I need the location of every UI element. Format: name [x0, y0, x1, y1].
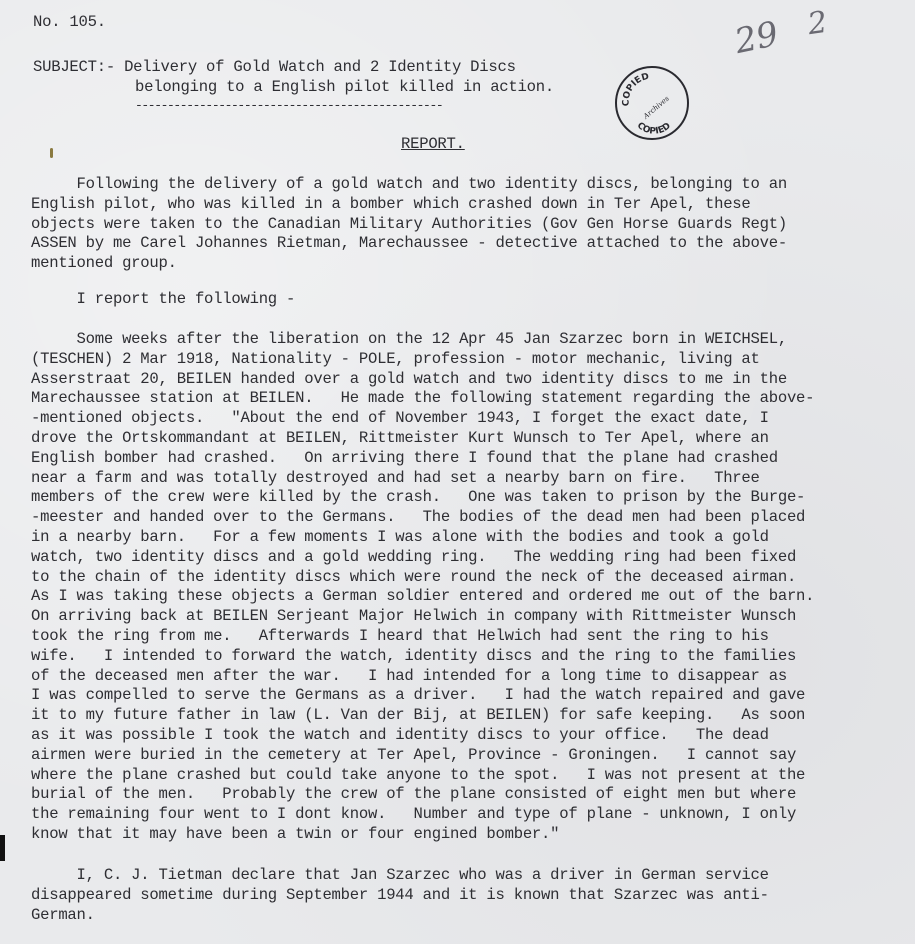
text-line: I report the following -	[31, 290, 296, 308]
text-line: disappeared sometime during September 1944 and it is known that Szarzec was anti-	[31, 885, 769, 904]
paragraph-statement	[31, 330, 901, 845]
text-line: to the chain of the identity discs which were round the neck of the deceased airman.	[31, 567, 797, 586]
paragraph-declaration	[31, 866, 901, 925]
subject-underline: ------------------------------------------------	[135, 98, 443, 113]
text-line: wife. I intended to forward the watch, identity discs and the ring to the families	[31, 646, 797, 665]
text-line: English pilot, who was killed in a bomber which crashed down in Ter Apel, these	[31, 194, 751, 213]
document-number: No. 105.	[33, 13, 106, 31]
text-line: airmen were buried in the cemetery at Ter Apel, Province - Groningen. I cannot say	[31, 745, 797, 764]
text-line: English bomber had crashed. On arriving there I found that the plane had crashed	[31, 448, 778, 467]
text-line: ASSEN by me Carel Johannes Rietman, Marechaussee - detective attached to the above-	[31, 234, 787, 253]
text-line: objects were taken to the Canadian Military Authorities (Gov Gen Horse Guards Regt)	[31, 214, 787, 233]
stamp-top-text: COPIED	[621, 71, 651, 107]
svg-text:COPIED	[622, 72, 651, 107]
text-line: where the plane crashed but could take anyone to the spot. I was not present at the	[31, 765, 806, 784]
text-line: burial of the men. Probably the crew of the plane consisted of eight men but where	[31, 785, 797, 804]
paragraph-report-intro	[31, 290, 901, 310]
text-line: -mentioned objects. "About the end of November 1943, I forget the exact date, I	[31, 409, 769, 428]
text-line: the remaining four went to I dont know. Number and type of plane - unknown, I only	[31, 805, 797, 824]
report-heading: REPORT.	[401, 135, 465, 153]
pen-mark	[50, 148, 53, 158]
stamp-center-text: Archives	[642, 94, 671, 121]
text-line: Some weeks after the liberation on the 12 Apr 45 Jan Szarzec born in WEICHSEL,	[31, 330, 787, 348]
text-line: mentioned group.	[31, 254, 177, 273]
binding-edge-mark	[0, 835, 5, 861]
text-line: As I was taking these objects a German soldier entered and ordered me out of the barn.	[31, 587, 815, 606]
text-line: it to my future father in law (L. Van der Bij, at BEILEN) for safe keeping. As soon	[31, 706, 806, 725]
svg-text:COPIED	[635, 121, 673, 137]
text-line: I was compelled to serve the Germans as a driver. I had the watch repaired and gave	[31, 686, 806, 705]
text-line: as it was possible I took the watch and identity discs to your office. The dead	[31, 725, 769, 744]
paragraph-introduction	[31, 175, 901, 274]
handwritten-annotation: 2	[805, 4, 830, 43]
text-line: On arriving back at BEILEN Serjeant Major Helwich in company with Rittmeister Wunsch	[31, 607, 797, 626]
text-line: Asserstraat 20, BEILEN handed over a gold watch and two identity discs to me in the	[31, 369, 787, 388]
text-line: I, C. J. Tietman declare that Jan Szarzec who was a driver in German service	[31, 866, 769, 884]
text-line: drove the Ortskommandant at BEILEN, Rittmeister Kurt Wunsch to Ter Apel, where an	[31, 428, 769, 447]
text-line: of the deceased men after the war. I had intended for a long time to disappear as	[31, 666, 787, 685]
copied-archives-stamp	[615, 66, 689, 140]
text-line: know that it may have been a twin or four engined bomber."	[31, 824, 560, 843]
text-line: members of the crew were killed by the crash. One was taken to prison by the Burge-	[31, 488, 806, 507]
text-line: took the ring from me. Afterwards I heard that Helwich had sent the ring to his	[31, 626, 769, 645]
stamp-icon	[617, 68, 687, 138]
stamp-bottom-text: COPIED	[634, 120, 673, 137]
subject-line-1: SUBJECT:- Delivery of Gold Watch and 2 Identity Discs	[33, 58, 516, 76]
text-line: Following the delivery of a gold watch and two identity discs, belonging to an	[31, 175, 787, 193]
subject-line-2: belonging to a English pilot killed in action.	[135, 78, 554, 96]
text-line: watch, two identity discs and a gold wedding ring. The wedding ring had been fixed	[31, 547, 797, 566]
text-line: German.	[31, 905, 95, 924]
text-line: near a farm and was totally destroyed and had set a nearby barn on fire. Three	[31, 468, 760, 487]
handwritten-page-number: 29	[731, 13, 782, 63]
text-line: in a nearby barn. For a few moments I was alone with the bodies and took a gold	[31, 527, 769, 546]
text-line: Marechaussee station at BEILEN. He made the following statement regarding the above-	[31, 389, 815, 408]
text-line: (TESCHEN) 2 Mar 1918, Nationality - POLE, profession - motor mechanic, living at	[31, 349, 760, 368]
text-line: -meester and handed over to the Germans. The bodies of the dead men had been placed	[31, 508, 806, 527]
